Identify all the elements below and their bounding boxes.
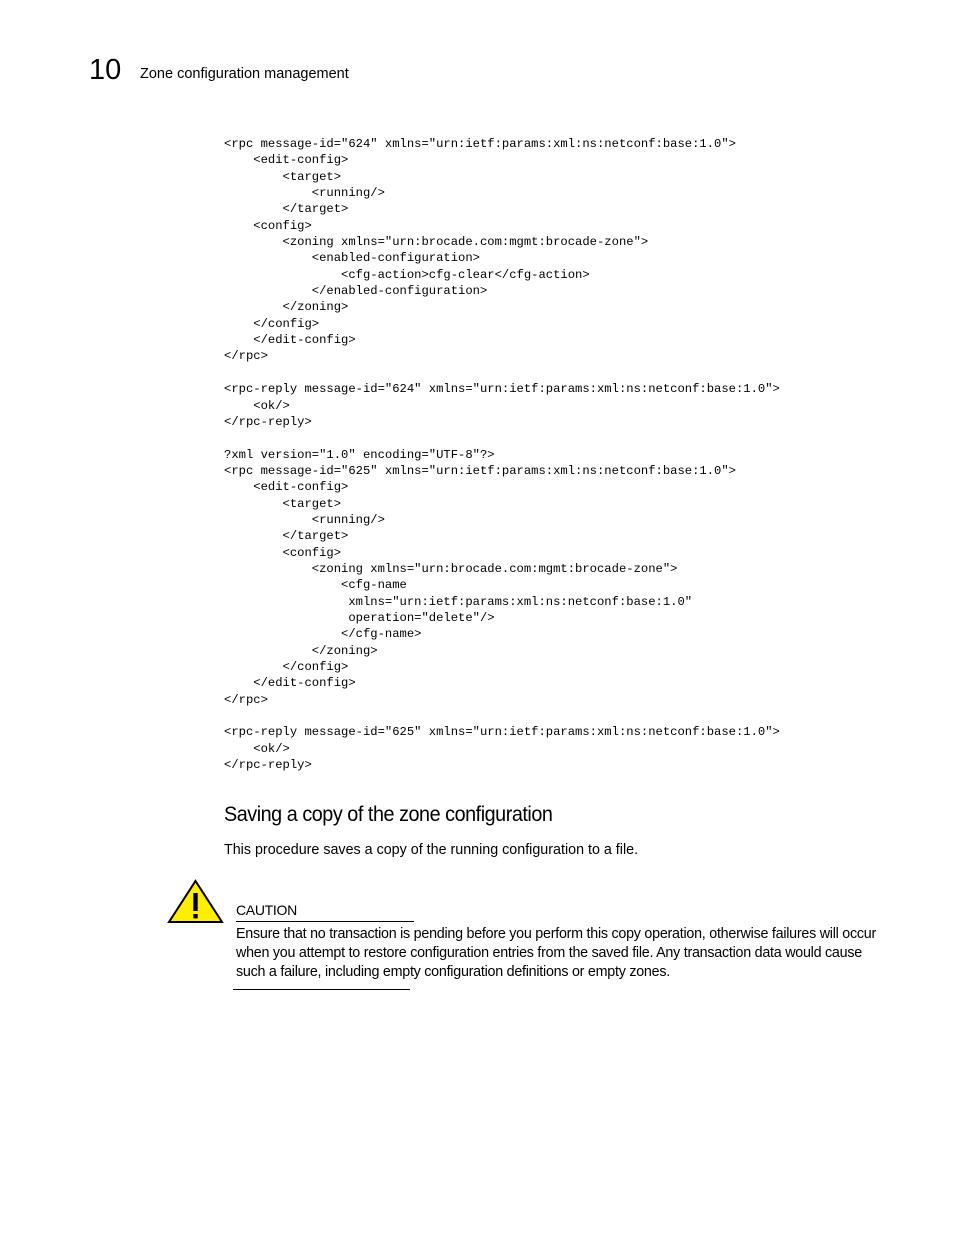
- chapter-number: 10: [89, 54, 122, 86]
- chapter-title: Zone configuration management: [140, 66, 349, 82]
- section-heading: Saving a copy of the zone configuration: [224, 802, 553, 826]
- caution-bottom-divider: [233, 989, 410, 990]
- caution-label: CAUTION: [236, 902, 297, 918]
- caution-text: Ensure that no transaction is pending before you perform this copy operation, otherwise failures will occur when you attempt to restore configuration entries from the saved file. Any transaction data would cause such a failure, including empty configuration definitions or empty zones.: [236, 926, 876, 980]
- warning-triangle-icon: [167, 879, 224, 924]
- section-intro: This procedure saves a copy of the running configuration to a file.: [224, 842, 639, 858]
- xml-code-block: <rpc message-id="624" xmlns="urn:ietf:params:xml:ns:netconf:base:1.0"> <edit-config> <target> <running/> </target> <config> <zoning xmlns="urn:brocade.com:mgmt:brocade-zone"> <enabled-configuration> <cfg-action>cfg-clear</cfg-action> </enabled-configuration> </zoning> </config> </edit-config> </rpc> <rpc-reply message-id="624" xmlns="urn:ietf:params:xml:ns:netconf:base:1.0"> <ok/> </rpc-reply> ?xml version="1.0" encoding="UTF-8"?> <rpc message-id="625" xmlns="urn:ietf:params:xml:ns:netconf:base:1.0"> <edit-config> <target> <running/> </target> <config> <zoning xmlns="urn:brocade.com:mgmt:brocade-zone"> <cfg-name xmlns="urn:ietf:params:xml:ns:netconf:base:1.0" operation="delete"/> </cfg-name> </zoning> </config> </edit-config> </rpc> <rpc-reply message-id="625" xmlns="urn:ietf:params:xml:ns:netconf:base:1.0"> <ok/> </rpc-reply>: [224, 137, 780, 773]
- caution-top-divider: [236, 921, 414, 922]
